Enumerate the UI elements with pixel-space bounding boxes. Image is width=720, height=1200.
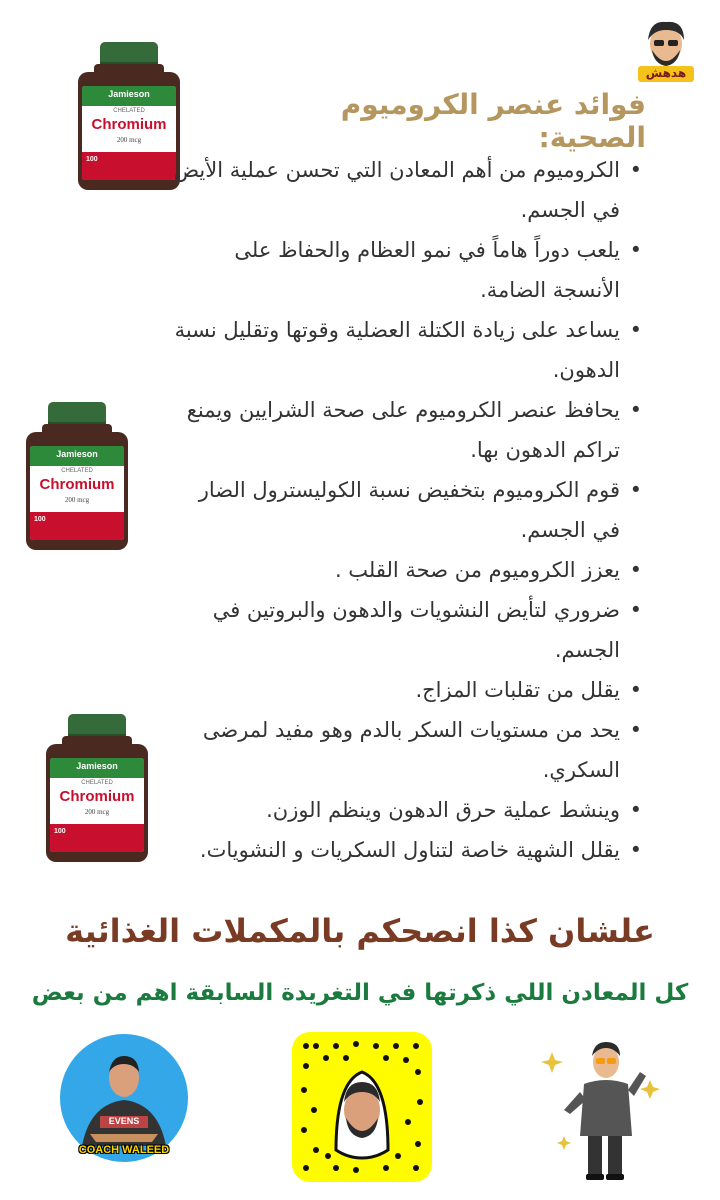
list-item: • يقلل الشهية خاصة لتناول السكريات و النشويات. [172,830,642,870]
coach-avatar [60,1034,188,1162]
list-item: • يقلل من تقلبات المزاج. [172,670,642,710]
snapcode[interactable] [292,1032,432,1182]
bottle-dose: 200 mcg [116,136,142,144]
list-item: • الكروميوم من أهم المعادن التي تحسن عملية الأيض في الجسم. [172,150,642,230]
badge-label: هدهش [645,66,687,80]
chromium-bottle-image [74,42,184,192]
bottle-count: 100 [86,156,98,163]
bottle-brand: Jamieson [76,761,118,771]
chromium-bottle-image [22,402,132,552]
bottle-brand: Jamieson [108,89,150,99]
list-item: • وينشط عملية حرق الدهون وينظم الوزن. [172,790,642,830]
bottle-dose: 200 mcg [84,808,110,816]
coach-shirt-text: EVENS [108,1116,140,1126]
list-item: • يحد من مستويات السكر بالدم وهو مفيد لمرضى السكري. [172,710,642,790]
coach-name: COACH WALEED [78,1144,170,1156]
minerals-subline: كل المعادن اللي ذكرتها في التغريدة السابقة اهم من بعض [31,980,689,1006]
list-item: • قوم الكروميوم بتخفيض نسبة الكوليسترول الضار في الجسم. [172,470,642,550]
list-item: • ضروري لتأيض النشويات والدهون والبروتين في الجسم. [172,590,642,670]
bottle-product: Chromium [39,476,115,493]
bottle-brand: Jamieson [56,449,98,459]
benefits-list [172,150,642,870]
bottle-chelated: CHELATED [61,468,93,474]
bottle-chelated: CHELATED [81,780,113,786]
list-item: • يعزز الكروميوم من صحة القلب . [172,550,642,590]
page-title: فوائد عنصر الكروميوم الصحية: [340,88,646,154]
snapcode-dots-icon [292,1032,432,1182]
list-item: • يلعب دوراً هاماً في نمو العظام والحفاظ على الأنسجة الضامة. [172,230,642,310]
bottle-product: Chromium [59,788,135,805]
bottle-chelated: CHELATED [113,108,145,114]
supplements-headline: علشان كذا انصحكم بالمكملات الغذائية [65,912,655,950]
cartoon-face-badge [628,14,704,90]
bottle-count: 100 [34,516,46,523]
bottle-dose: 200 mcg [64,496,90,504]
bitmoji-figure [540,1032,670,1184]
list-item: • يساعد على زيادة الكتلة العضلية وقوتها وتقليل نسبة الدهون. [172,310,642,390]
bottle-count: 100 [54,828,66,835]
bitmoji-man-icon [540,1032,670,1184]
coach-photo-icon [60,1034,188,1162]
list-item: • يحافظ عنصر الكروميوم على صحة الشرايين ويمنع تراكم الدهون بها. [172,390,642,470]
chromium-bottle-image [42,714,152,864]
bottle-product: Chromium [91,116,167,133]
